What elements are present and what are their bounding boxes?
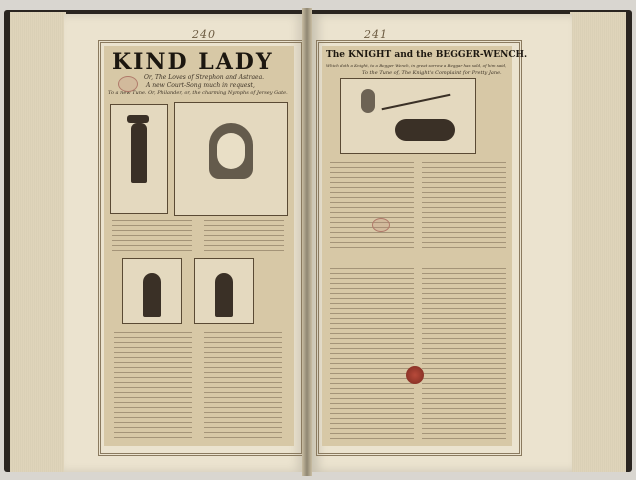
woodcut-lady-portrait <box>174 102 288 216</box>
ballad-title: KIND LADY <box>112 49 274 75</box>
text-column-3 <box>330 268 414 443</box>
library-stamp <box>118 76 138 92</box>
woodcut-knight-and-wench <box>340 78 476 154</box>
tune-line: To a new Tune. Or, Philander, or, the charming Nymphs of Jersey Gate. <box>108 90 288 96</box>
ballad-subtitle-2: A new Court-Song much in request, <box>146 82 255 89</box>
text-column-4 <box>204 332 282 442</box>
left-page <box>64 14 304 472</box>
red-ornament <box>406 366 424 384</box>
right-page-number: 241 <box>364 28 388 41</box>
book-gutter <box>302 8 312 476</box>
text-column-1 <box>330 162 414 252</box>
text-column-3 <box>114 332 192 442</box>
text-column-2 <box>204 220 284 255</box>
ballad-title: The KNIGHT and the BEGGER-WENCH. <box>326 50 528 60</box>
text-column-1 <box>112 220 192 255</box>
text-column-4 <box>422 268 506 443</box>
woodcut-gentleman <box>110 104 168 214</box>
left-page-number: 240 <box>192 28 216 41</box>
right-page <box>312 14 572 472</box>
woodcut-figure-left <box>122 258 182 324</box>
ballad-subtitle-1: Or, The Loves of Strephon and Astraea. <box>144 74 265 81</box>
left-page-edges <box>10 12 66 472</box>
right-page-edges <box>570 12 626 472</box>
ballad-subtitle: Which doth a Knight, to a Begger Wench, in great sorrow a Beggar has sold, of him said, <box>326 63 507 68</box>
tune-line: To the Tune of, The Knight's Complaint for Pretty Jane. <box>362 70 502 76</box>
text-column-2 <box>422 162 506 252</box>
woodcut-figure-right <box>194 258 254 324</box>
left-broadside <box>104 46 294 446</box>
library-stamp <box>372 218 390 232</box>
right-broadside <box>322 46 528 446</box>
